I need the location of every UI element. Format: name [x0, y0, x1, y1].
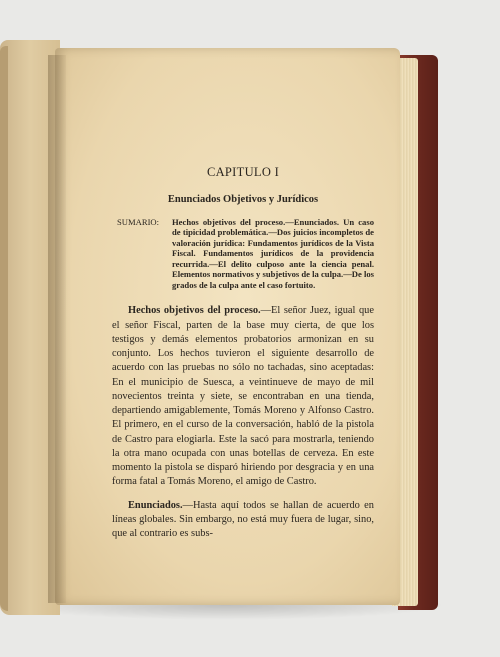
book-gutter: [48, 55, 66, 603]
paragraph-lead: Enunciados.: [128, 499, 183, 511]
left-page-edge: [0, 46, 8, 611]
paragraph-body: —El señor Juez, igual que el señor Fiscal, parten de la base muy cierta, de que los testigos y demás elementos probatorios armonizan en su conjunto. Los hechos tuvieron el siguiente desarrollo de acuerdo con las pruebas no sólo no tachadas, sino aceptadas: En el municipio de Suesca, a veintinueve de mayo de mil novecientos treinta y siete, se encontraban en una tienda, departiendo amigablemente, Tomás Moreno y Alfonso Castro. El primero, en el curso de la conversación, habló de la pistola de Castro para elogiarla. Este la sacó para mostrarla, teniendo la otra mano ocupada con unas botellas de cerveza. En este momento la pistola se disparó hiriendo por desgracia y en una forma fatal a Tomás Moreno, el amigo de Castro.: [112, 305, 374, 488]
page-text: [112, 165, 374, 541]
paragraph-body: —Hasta aquí todos se hallan de acuerdo en líneas globales. Sin embargo, no está muy fuera de lugar, sino, que al contrario es subs-: [112, 499, 374, 540]
paragraph-enunciados: [112, 499, 374, 542]
sumario-block: [117, 217, 374, 290]
chapter-heading: CAPITULO I: [206, 165, 280, 179]
paragraph-hechos: [112, 304, 374, 489]
sumario-label: SUMARIO:: [117, 217, 160, 227]
sumario-text: Hechos objetivos del proceso.—Enunciados. Un caso de tipicidad problemática.—Dos juicios incompletos de valoración jurídica: Fundamentos jurídicos de la Vista Fiscal. Fundamentos jurídicos de la providencia recurrida.—El delito culposo ante la ciencia penal. Elementos normativos y subjetivos de la culpa.—De los grados de la culpa ante el caso fortuito.: [172, 217, 374, 290]
paragraph-lead: Hechos objetivos del proceso.: [128, 305, 261, 317]
chapter-subtitle: Enunciados Objetivos y Jurídicos: [167, 194, 319, 205]
